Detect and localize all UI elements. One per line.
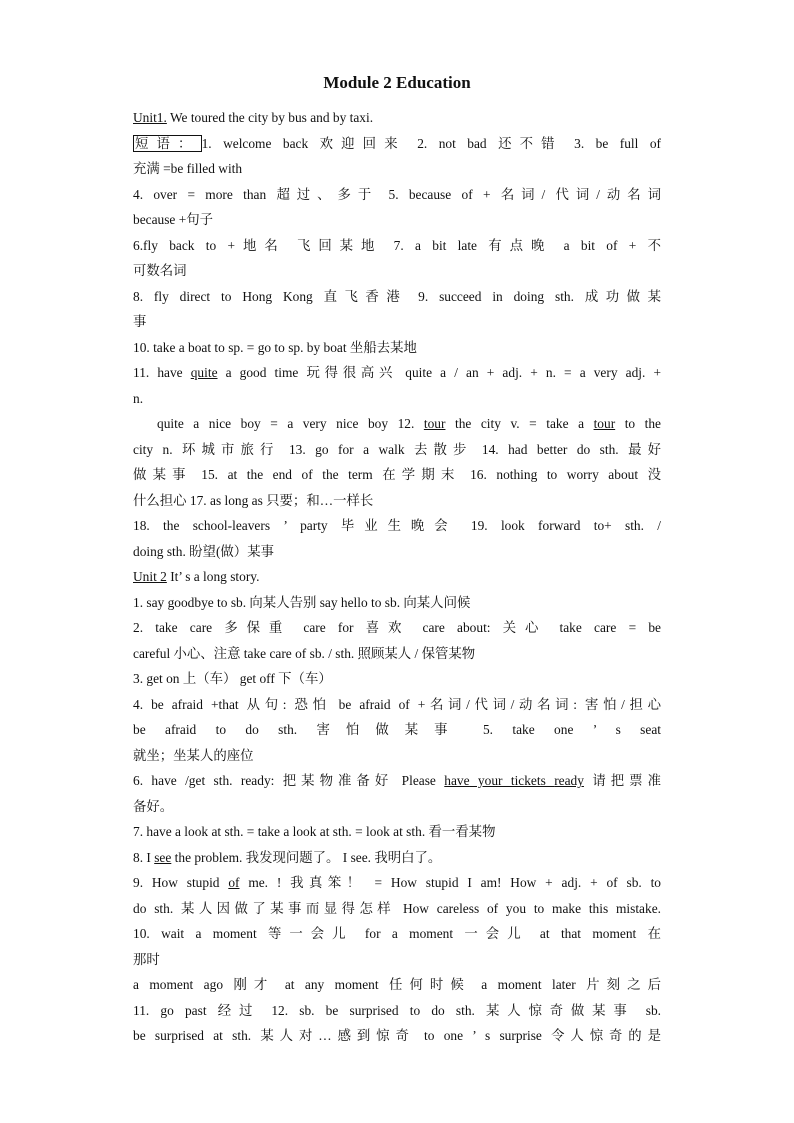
phrase-line: 充满 =be filled with	[133, 161, 243, 176]
underlined-word: tour	[423, 416, 446, 431]
phrase-line: do sth. 某人因做了某事而显得怎样 How careless of you to make this mistake.	[133, 900, 661, 916]
phrase-line: city n. 环城市旅行 13. go for a walk 去散步 14. had better do sth. 最好	[133, 441, 661, 457]
phrase-line: 1. say goodbye to sb. 向某人告别 say hello to sb. 向某人问候	[133, 594, 471, 610]
phrases-label: 短语：	[135, 135, 200, 151]
page-title: Module 2 Education	[323, 73, 471, 92]
phrase-line: 4. be afraid +that 从句: 恐怕 be afraid of +名词/代词/动名词: 害怕/担心	[133, 696, 661, 712]
underlined-word: of	[228, 875, 240, 890]
phrase-line: 4. over = more than 超过、多于 5. because of + 名词/ 代词/动名词	[133, 186, 661, 202]
phrase-line	[133, 360, 661, 386]
phrase-line: 6.fly back to +地名 飞回某地 7. a bit late 有点晚 a bit of + 不	[133, 237, 661, 253]
phrase-text: to the	[615, 416, 661, 431]
phrase-line: 备好。	[133, 798, 174, 814]
phrase-line: 做某事 15. at the end of the term 在学期末 16. nothing to worry about 没	[133, 467, 661, 482]
phrase-line: 事	[133, 314, 147, 329]
phrase-line: careful 小心、注意 take care of sb. / sth. 照顾某人 / 保管某物	[133, 645, 476, 661]
phrase-line: because +句子	[133, 212, 214, 227]
phrase-line	[133, 870, 661, 896]
underlined-phrase: have	[444, 773, 470, 788]
phrase-text: 6. have /get sth. ready: 把某物准备好 Please	[133, 773, 445, 788]
phrase-text: the problem. 我发现问题了。 I see. 我明白了。	[171, 849, 442, 865]
phrase-line	[133, 411, 661, 437]
phrase-text: quite a nice boy = a very nice boy 12.	[157, 416, 424, 431]
underlined-word: see	[154, 849, 172, 865]
phrase-text: me. ! 我真笨！ = How stupid I am! How + adj. + of sb. to	[239, 875, 661, 890]
phrase-line: 10. wait a moment 等一会儿 for a moment 一会儿 at that moment 在	[133, 926, 661, 941]
phrase-text: 11. have	[133, 365, 191, 380]
phrase-line: 11. go past 经过 12. sb. be surprised to do sth. 某人惊奇做某事 sb.	[133, 1002, 661, 1018]
unit2-heading-text: It’ s a long story.	[166, 569, 260, 584]
phrase-line: 18. the school-leavers ’ party 毕业生晚会 19. look forward to+ sth. /	[133, 518, 661, 533]
unit2-heading	[133, 564, 661, 590]
underlined-phrase: ready	[554, 773, 584, 788]
unit1-heading-text: We toured the city by bus and by taxi.	[166, 110, 374, 125]
phrase-line: 什么担心 17. as long as 只要；和…一样长	[133, 492, 374, 508]
phrase-text: 9. How stupid	[133, 875, 229, 890]
phrase-line: n.	[133, 390, 144, 406]
phrase-line: 那时	[133, 951, 160, 967]
phrase-text: 请把票准	[583, 773, 661, 788]
phrase-line: 2. take care 多保重 care for 喜欢 care about: 关心 take care = be	[133, 620, 661, 635]
phrase-text: 1. welcome back 欢迎回来 2. not bad 还不错 3. be full of	[201, 135, 661, 151]
phrase-line: 7. have a look at sth. = take a look at sth. = look at sth. 看一看某物	[133, 824, 496, 839]
phrase-line: 8. fly direct to Hong Kong 直飞香港 9. succeed in doing sth. 成功做某	[133, 288, 661, 304]
phrase-line: doing sth. 盼望(做）某事	[133, 543, 274, 559]
unit1-label: Unit1.	[133, 110, 167, 125]
phrase-text: a good time 玩得很高兴 quite a / an + adj. + n. = a very adj. +	[217, 365, 661, 380]
phrase-line: 3. get on 上（车） get off 下（车）	[133, 671, 332, 686]
phrase-line	[133, 768, 661, 794]
phrase-line: 就坐；坐某人的座位	[133, 747, 254, 763]
unit2-label: Unit 2	[133, 569, 167, 584]
phrase-text: the city v. = take a	[445, 416, 594, 431]
phrase-line: be surprised at sth. 某人对…感到惊奇 to one ’ s surprise 令人惊奇的是	[133, 1028, 661, 1043]
phrase-line	[133, 845, 661, 871]
phrase-text: 8. I	[133, 849, 155, 865]
underlined-phrase: your tickets	[469, 773, 555, 788]
phrase-line: 10. take a boat to sp. = go to sp. by boat 坐船去某地	[133, 339, 417, 355]
phrase-line: a moment ago 刚才 at any moment 任何时候 a moment later 片刻之后	[133, 977, 661, 992]
underlined-word: quite	[190, 365, 218, 380]
phrase-line: be afraid to do sth. 害怕做某事 5. take one ’ s seat	[133, 722, 661, 737]
underlined-word: tour	[593, 416, 616, 431]
document-page	[133, 72, 661, 1049]
phrase-line	[133, 131, 661, 157]
unit1-heading	[133, 105, 661, 131]
phrase-line: 可数名词	[133, 263, 187, 278]
